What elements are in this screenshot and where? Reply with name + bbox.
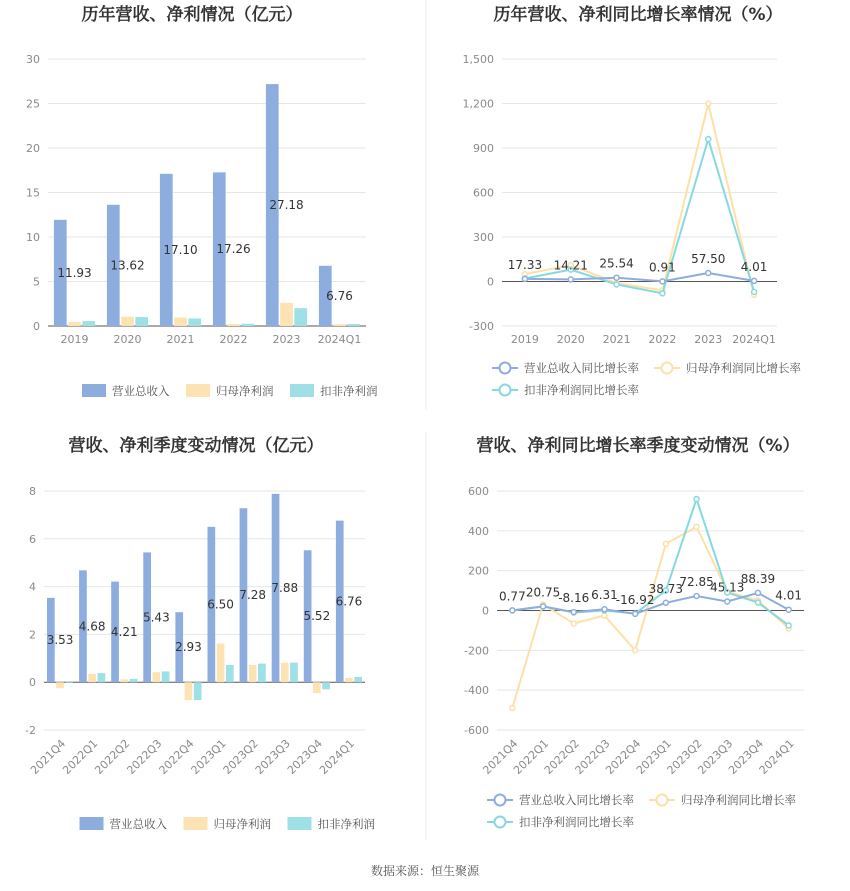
bar-3 [65, 682, 73, 683]
bar-2 [333, 324, 346, 326]
revenue-value-label: 17.10 [163, 242, 198, 257]
revenue-value-label: 11.93 [57, 265, 92, 280]
bar-2 [56, 682, 64, 688]
series-point-3 [614, 282, 619, 287]
y-tick-label: 25 [26, 97, 40, 111]
x-tick-label: 2024Q1 [732, 333, 776, 346]
legend-marker [662, 363, 673, 374]
line-chart-4 [464, 435, 804, 829]
legend-label: 归母净利润同比增长率 [686, 361, 801, 375]
y-tick-label: 0 [482, 604, 489, 618]
bar-2 [68, 322, 81, 326]
bar-2 [88, 674, 96, 682]
x-tick-label: 2022Q3 [124, 736, 165, 777]
revenue-value-label: 6.50 [207, 597, 234, 612]
x-tick-label: 2023Q2 [220, 736, 261, 777]
revenue-value-label: 6.76 [335, 594, 363, 609]
legend-marker [495, 817, 506, 828]
bar-2 [217, 643, 225, 682]
y-tick-label: -200 [464, 644, 489, 658]
bar-2 [249, 665, 257, 682]
bar-2 [313, 682, 321, 693]
legend-label: 归母净利润同比增长率 [681, 793, 796, 807]
x-tick-label: 2022Q2 [541, 736, 582, 777]
revenue-value-label: 17.26 [216, 242, 251, 257]
legend-label: 营业总收入 [112, 384, 170, 398]
legend [82, 384, 378, 398]
bar-2 [281, 663, 289, 683]
series-point-1 [522, 276, 527, 281]
x-tick-label: 2022Q1 [511, 736, 552, 777]
legend-label: 扣非净利润 [317, 817, 375, 831]
legend-label: 归母净利润 [213, 817, 271, 831]
bar-3 [98, 673, 106, 682]
chart-title: 营收、净利季度变动情况（亿元） [68, 436, 324, 456]
x-tick-label: 2022Q4 [156, 736, 197, 777]
y-tick-label: 5 [33, 275, 40, 289]
x-tick-label: 2023Q4 [284, 736, 325, 777]
bar-2 [345, 678, 353, 682]
revenue-value-label: 6.76 [326, 288, 353, 303]
bar-3 [135, 317, 148, 326]
series-point-1 [614, 275, 619, 280]
series-point-1 [602, 607, 607, 612]
y-tick-label: -600 [464, 724, 489, 737]
legend-swatch [186, 384, 210, 397]
revenue-value-label: 7.88 [271, 581, 299, 596]
series-point-1 [633, 611, 638, 616]
legend-label: 营业总收入 [109, 817, 167, 831]
chart-title: 历年营收、净利同比增长率情况（%） [493, 5, 783, 25]
y-tick-label: -400 [464, 684, 489, 698]
series-point-2 [706, 101, 711, 106]
revenue-growth-value-label: 38.73 [648, 581, 684, 596]
revenue-growth-value-label: 14.21 [553, 258, 588, 273]
revenue-value-label: 27.18 [269, 198, 304, 213]
y-tick-label: 300 [473, 231, 494, 244]
x-tick-label: 2019 [510, 333, 539, 346]
x-tick-label: 2022 [648, 333, 677, 346]
revenue-growth-value-label: -16.92 [615, 592, 655, 607]
revenue-growth-value-label: 20.75 [525, 585, 561, 600]
x-tick-label: 2020 [113, 333, 142, 346]
x-tick-label: 2023 [272, 333, 301, 346]
series-point-1 [541, 604, 546, 609]
revenue-growth-value-label: 6.31 [591, 588, 618, 603]
series-point-1 [571, 610, 576, 615]
legend-swatch [82, 384, 106, 397]
series-point-3 [694, 496, 699, 501]
y-tick-label: 20 [26, 142, 40, 155]
series-point-2 [694, 524, 699, 529]
legend-label: 归母净利润 [216, 384, 274, 398]
bar-3 [162, 671, 170, 682]
legend-swatch [290, 384, 314, 397]
y-tick-label: 1,200 [462, 97, 494, 111]
x-tick-label: 2022Q3 [572, 736, 613, 777]
x-tick-label: 2023Q1 [633, 736, 674, 777]
x-tick-label: 2022Q4 [603, 736, 644, 777]
legend-marker [500, 385, 511, 396]
legend-swatch [80, 817, 104, 830]
revenue-value-label: 5.43 [142, 610, 170, 625]
y-tick-label: 15 [26, 186, 40, 200]
y-tick-label: 2 [29, 628, 36, 642]
x-tick-label: 2021Q4 [480, 736, 521, 777]
series-point-1 [752, 278, 757, 283]
bar-3 [258, 664, 266, 683]
series-line-1 [525, 273, 754, 281]
series-point-1 [663, 600, 668, 605]
y-tick-label: 600 [468, 485, 489, 498]
revenue-value-label: 4.21 [110, 624, 138, 639]
revenue-growth-value-label: 0.77 [498, 589, 526, 604]
y-tick-label: 8 [29, 485, 36, 498]
y-tick-label: -2 [25, 724, 36, 737]
legend-label: 扣非净利润 [320, 384, 378, 398]
x-tick-label: 2021 [166, 333, 195, 346]
line-chart-2 [463, 4, 802, 397]
revenue-growth-value-label: 17.33 [507, 257, 543, 272]
bar-2 [120, 679, 128, 682]
bar-2 [152, 672, 160, 682]
x-tick-label: 2021Q4 [28, 736, 69, 777]
bar-chart-1 [26, 4, 378, 398]
revenue-growth-value-label: -8.16 [558, 591, 590, 606]
chart-title: 历年营收、净利情况（亿元） [81, 5, 303, 25]
legend-marker [495, 795, 506, 806]
series-point-1 [510, 608, 515, 613]
series-point-1 [568, 277, 573, 282]
x-tick-label: 2023 [694, 333, 723, 346]
series-point-2 [571, 621, 576, 626]
legend-marker [657, 795, 668, 806]
revenue-growth-value-label: 0.91 [649, 260, 676, 275]
x-tick-label: 2023Q1 [188, 736, 229, 777]
bar-3 [82, 321, 95, 326]
bar-2 [121, 317, 134, 326]
bar-3 [226, 665, 234, 682]
x-tick-label: 2024Q1 [317, 736, 358, 777]
chart-title: 营收、净利同比增长率季度变动情况（%） [476, 436, 800, 456]
series-point-3 [752, 289, 757, 294]
revenue-growth-value-label: 4.01 [775, 588, 803, 603]
x-tick-label: 2023Q3 [695, 736, 736, 777]
series-point-3 [755, 600, 760, 605]
x-tick-label: 2021 [602, 333, 631, 346]
y-tick-label: 400 [468, 524, 489, 538]
revenue-value-label: 5.52 [303, 609, 331, 624]
y-tick-label: 30 [26, 53, 40, 66]
y-tick-label: 4 [29, 580, 36, 594]
series-point-1 [694, 593, 699, 598]
legend-swatch [288, 817, 312, 830]
bar-2 [227, 324, 240, 326]
y-tick-label: 0 [33, 320, 40, 333]
legend-label: 营业总收入同比增长率 [519, 793, 634, 807]
revenue-growth-value-label: 57.50 [691, 251, 726, 266]
series-point-2 [663, 541, 668, 546]
x-tick-label: 2023Q2 [664, 736, 705, 777]
x-tick-label: 2019 [60, 333, 89, 346]
bar-3 [130, 679, 138, 682]
bar-2 [185, 682, 193, 700]
series-point-2 [633, 648, 638, 653]
series-point-3 [786, 623, 791, 628]
x-tick-label: 2024Q1 [317, 333, 362, 346]
bar-2 [174, 318, 187, 326]
revenue-value-label: 2.93 [175, 640, 202, 655]
y-tick-label: 600 [473, 186, 494, 200]
legend-marker [500, 363, 511, 374]
revenue-growth-value-label: 88.39 [740, 571, 776, 586]
x-tick-label: 2022Q2 [92, 736, 133, 777]
bar-3 [354, 677, 362, 682]
x-tick-label: 2023Q4 [726, 736, 767, 777]
y-tick-label: 900 [473, 142, 494, 155]
series-point-1 [755, 590, 760, 595]
revenue-value-label: 4.68 [78, 619, 106, 634]
series-point-1 [660, 279, 665, 284]
legend-label: 扣非净利润同比增长率 [524, 383, 639, 397]
bar-3 [188, 318, 201, 326]
bar-chart-3 [25, 435, 375, 831]
bar-2 [280, 303, 293, 326]
legend-label: 扣非净利润同比增长率 [519, 815, 634, 829]
y-tick-label: 1,500 [462, 53, 494, 66]
series-point-1 [786, 607, 791, 612]
y-tick-label: 200 [468, 564, 489, 578]
y-tick-label: -300 [469, 320, 494, 333]
series-point-3 [706, 137, 711, 142]
revenue-value-label: 7.28 [239, 588, 267, 603]
legend-label: 营业总收入同比增长率 [524, 361, 639, 375]
bar-3 [194, 682, 202, 700]
x-tick-label: 2022 [219, 333, 248, 346]
data-source-note: 数据来源：恒生聚源 [370, 864, 479, 878]
y-tick-label: 0 [29, 676, 36, 690]
bar-3 [290, 663, 298, 683]
x-tick-label: 2022Q1 [60, 736, 101, 777]
y-tick-label: 0 [487, 275, 494, 289]
revenue-growth-value-label: 72.85 [679, 574, 714, 589]
legend [80, 817, 376, 831]
revenue-growth-value-label: 25.54 [599, 256, 634, 271]
x-tick-label: 2024Q1 [756, 736, 797, 777]
series-point-1 [725, 599, 730, 604]
legend-swatch [184, 817, 208, 830]
bar-3 [322, 682, 330, 689]
legend [487, 793, 796, 829]
series-point-3 [660, 291, 665, 296]
y-tick-label: 6 [29, 532, 36, 546]
bar-3 [347, 324, 360, 326]
bar-3 [294, 308, 307, 326]
x-tick-label: 2020 [556, 333, 585, 346]
series-line-2 [512, 527, 788, 708]
series-point-1 [706, 270, 711, 275]
revenue-value-label: 3.53 [46, 633, 74, 648]
revenue-value-label: 13.62 [110, 258, 145, 273]
revenue-growth-value-label: 4.01 [740, 259, 768, 274]
revenue-growth-value-label: 45.13 [710, 580, 745, 595]
x-tick-label: 2023Q3 [252, 736, 293, 777]
series-point-2 [510, 706, 515, 711]
y-tick-label: 10 [26, 231, 40, 244]
legend [492, 361, 801, 397]
bar-3 [241, 324, 254, 326]
